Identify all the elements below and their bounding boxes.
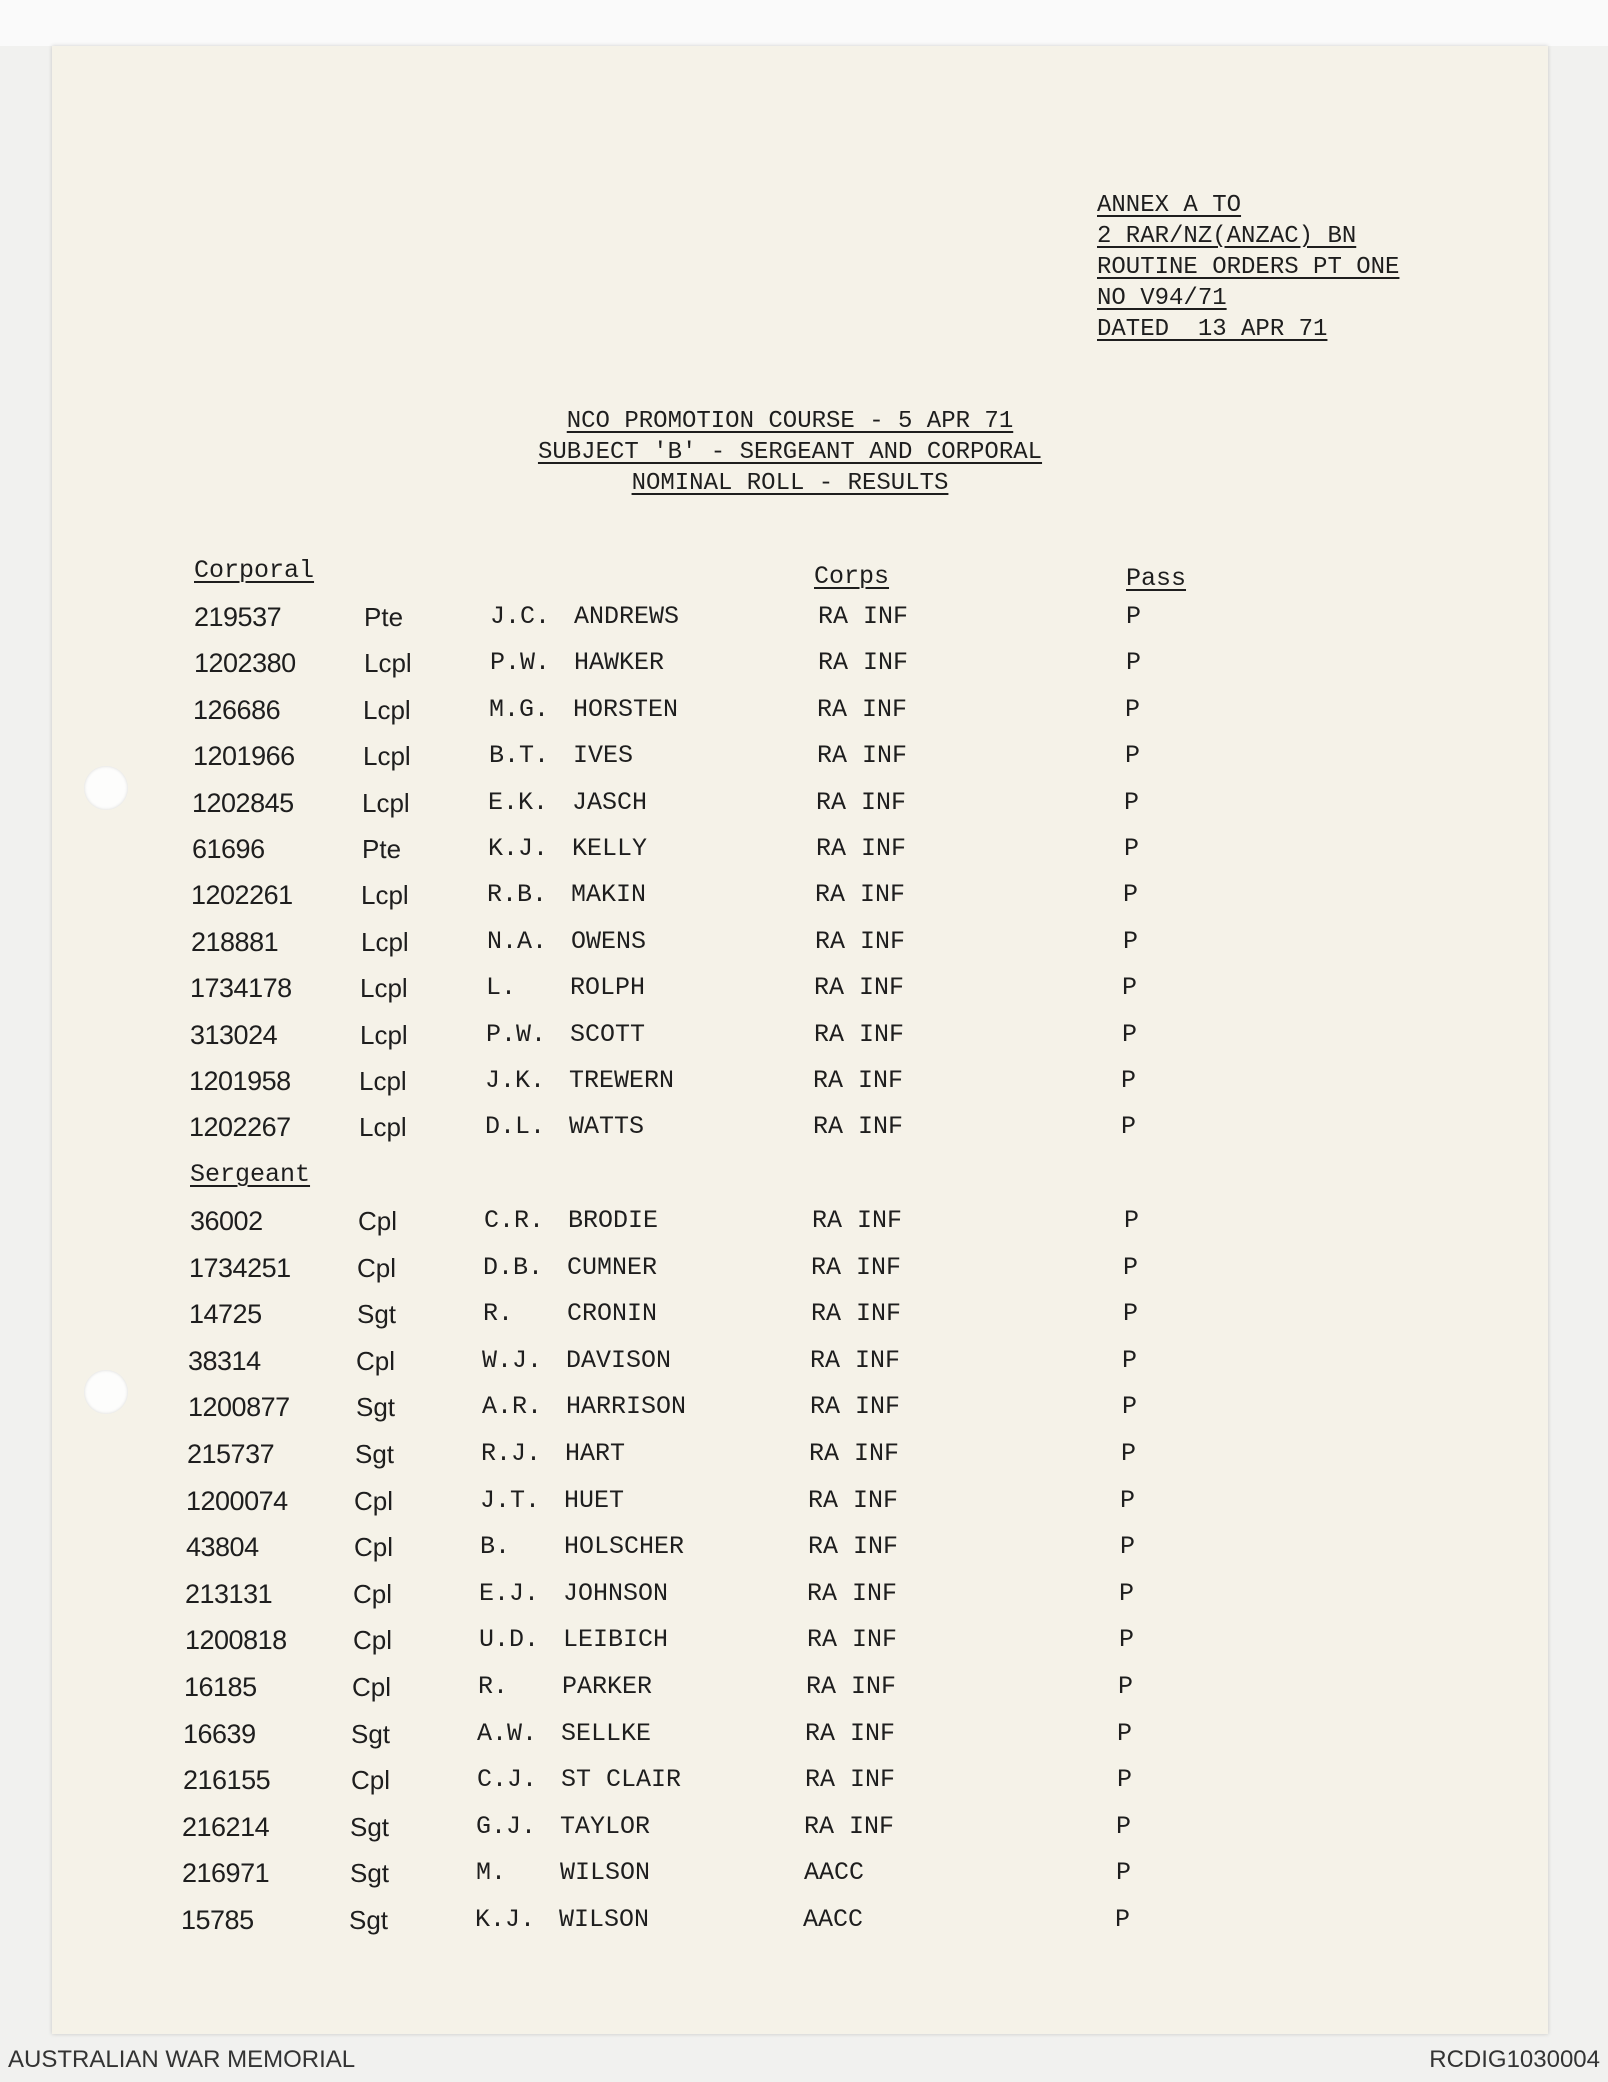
- service-number: 1202261: [191, 880, 293, 911]
- initials: B.T.: [489, 741, 550, 771]
- initials: C.J.: [477, 1765, 538, 1795]
- rank: Cpl: [352, 1672, 392, 1702]
- corps: RA INF: [809, 1439, 900, 1468]
- footer-source: AUSTRALIAN WAR MEMORIAL: [8, 2046, 356, 2073]
- title-line: SUBJECT 'B' - SERGEANT AND CORPORAL: [537, 439, 1043, 466]
- roll-row: [0, 602, 1300, 646]
- initials: R.J.: [481, 1439, 542, 1468]
- rank: Lcpl: [361, 926, 409, 957]
- initials: P.W.: [486, 1019, 547, 1049]
- corps: RA INF: [814, 1019, 905, 1049]
- pass-result: P: [1125, 741, 1141, 771]
- surname: MAKIN: [571, 880, 647, 910]
- surname: LEIBICH: [563, 1625, 669, 1655]
- corps: RA INF: [816, 834, 907, 863]
- surname: IVES: [573, 741, 634, 771]
- pass-result: P: [1121, 1066, 1137, 1095]
- initials: P.W.: [490, 648, 551, 678]
- column-header-corps: Corps: [814, 562, 890, 591]
- initials: G.J.: [476, 1811, 537, 1841]
- corps: RA INF: [810, 1392, 901, 1422]
- initials: W.J.: [482, 1345, 543, 1375]
- pass-result: P: [1124, 787, 1140, 817]
- initials: D.B.: [483, 1252, 544, 1282]
- surname: HAWKER: [574, 648, 665, 678]
- roll-row: [0, 927, 1300, 971]
- section-heading-sergeant: Sergeant: [190, 1160, 311, 1189]
- annex-line: ANNEX A TO: [1097, 192, 1242, 219]
- rank: Lcpl: [361, 880, 409, 911]
- roll-row: [0, 1812, 1300, 1856]
- pass-result: P: [1117, 1718, 1133, 1748]
- service-number: 219537: [194, 602, 282, 632]
- initials: E.J.: [479, 1578, 540, 1608]
- initials: M.G.: [489, 694, 550, 724]
- pass-result: P: [1121, 1439, 1137, 1468]
- rank: Cpl: [353, 1578, 393, 1609]
- roll-row: [0, 1625, 1300, 1669]
- column-header-pass: Pass: [1126, 564, 1187, 593]
- corps: AACC: [804, 1858, 865, 1888]
- roll-row: [0, 1112, 1300, 1156]
- corps: RA INF: [805, 1718, 896, 1748]
- pass-result: P: [1119, 1578, 1135, 1608]
- service-number: 1734251: [189, 1252, 291, 1283]
- title-line: NCO PROMOTION COURSE - 5 APR 71: [566, 408, 1014, 435]
- initials: C.R.: [484, 1206, 545, 1235]
- pass-result: P: [1120, 1532, 1136, 1562]
- service-number: 1202267: [189, 1112, 291, 1143]
- roll-row: [0, 1579, 1300, 1623]
- initials: B.: [480, 1532, 511, 1562]
- corps: RA INF: [804, 1811, 895, 1841]
- corps: RA INF: [805, 1765, 896, 1795]
- corps: RA INF: [814, 973, 905, 1003]
- surname: BRODIE: [568, 1206, 659, 1235]
- surname: WILSON: [559, 1905, 650, 1934]
- roll-row: [0, 1206, 1300, 1250]
- initials: J.C.: [490, 602, 551, 631]
- roll-row: [0, 1672, 1300, 1716]
- rank: Sgt: [351, 1718, 391, 1749]
- service-number: 43804: [186, 1532, 259, 1563]
- initials: A.R.: [482, 1392, 543, 1422]
- rank: Lcpl: [363, 694, 411, 725]
- footer-identifier: RCDIG1030004: [1429, 2046, 1600, 2073]
- surname: KELLY: [572, 834, 648, 863]
- roll-row: [0, 1905, 1300, 1949]
- surname: HARRISON: [566, 1392, 687, 1422]
- surname: HUET: [564, 1485, 625, 1515]
- roll-row: [0, 1253, 1300, 1297]
- service-number: 15785: [181, 1905, 254, 1935]
- pass-result: P: [1116, 1811, 1132, 1841]
- roll-row: [0, 1486, 1300, 1530]
- pass-result: P: [1120, 1485, 1136, 1515]
- service-number: 61696: [192, 834, 265, 864]
- rank: Sgt: [355, 1439, 395, 1469]
- corps: RA INF: [810, 1345, 901, 1375]
- rank: Cpl: [354, 1532, 394, 1563]
- initials: A.W.: [477, 1718, 538, 1748]
- surname: SELLKE: [561, 1718, 652, 1748]
- section-heading-corporal: Corporal: [194, 556, 315, 585]
- roll-row: [0, 788, 1300, 832]
- rank: Cpl: [354, 1485, 394, 1516]
- pass-result: P: [1122, 973, 1138, 1003]
- roll-row: [0, 1765, 1300, 1809]
- corps: AACC: [803, 1905, 864, 1934]
- roll-row: [0, 1719, 1300, 1763]
- rank: Cpl: [358, 1206, 398, 1236]
- corps: RA INF: [815, 926, 906, 956]
- rank: Sgt: [349, 1905, 389, 1935]
- roll-row: [0, 695, 1300, 739]
- pass-result: P: [1124, 1206, 1140, 1235]
- surname: WILSON: [560, 1858, 651, 1888]
- pass-result: P: [1118, 1672, 1134, 1701]
- initials: N.A.: [487, 926, 548, 956]
- rank: Cpl: [353, 1625, 393, 1656]
- annex-line: 2 RAR/NZ(ANZAC) BN: [1097, 223, 1357, 250]
- rank: Cpl: [356, 1345, 396, 1376]
- corps: RA INF: [813, 1066, 904, 1095]
- corps: RA INF: [817, 741, 908, 771]
- service-number: 1200074: [186, 1485, 288, 1516]
- initials: L.: [486, 973, 517, 1003]
- service-number: 1200818: [185, 1625, 287, 1656]
- service-number: 126686: [193, 694, 281, 725]
- service-number: 213131: [185, 1578, 273, 1609]
- service-number: 1201958: [189, 1066, 291, 1096]
- roll-row: [0, 1858, 1300, 1902]
- service-number: 36002: [190, 1206, 263, 1236]
- pass-result: P: [1126, 648, 1142, 678]
- service-number: 1201966: [193, 741, 295, 772]
- initials: R.: [483, 1299, 514, 1329]
- surname: ST CLAIR: [561, 1765, 682, 1795]
- initials: U.D.: [479, 1625, 540, 1655]
- pass-result: P: [1117, 1765, 1133, 1795]
- pass-result: P: [1121, 1112, 1137, 1142]
- initials: J.T.: [480, 1485, 541, 1515]
- initials: K.J.: [475, 1905, 536, 1934]
- service-number: 1202845: [192, 787, 294, 818]
- surname: TAYLOR: [560, 1811, 651, 1841]
- service-number: 16639: [183, 1718, 256, 1749]
- corps: RA INF: [815, 880, 906, 910]
- surname: WATTS: [569, 1112, 645, 1142]
- surname: HORSTEN: [573, 694, 679, 724]
- service-number: 1734178: [190, 973, 292, 1004]
- surname: JASCH: [572, 787, 648, 817]
- surname: JOHNSON: [563, 1578, 669, 1608]
- rank: Lcpl: [364, 648, 412, 679]
- scan-top-edge: [0, 0, 1608, 46]
- rank: Pte: [364, 602, 404, 632]
- rank: Cpl: [351, 1765, 391, 1796]
- corps: RA INF: [818, 602, 909, 631]
- pass-result: P: [1123, 880, 1139, 910]
- surname: OWENS: [571, 926, 647, 956]
- annex-line: DATED 13 APR 71: [1097, 316, 1328, 343]
- roll-row: [0, 1020, 1300, 1064]
- pass-result: P: [1122, 1345, 1138, 1375]
- rank: Sgt: [350, 1811, 390, 1842]
- corps: RA INF: [816, 787, 907, 817]
- surname: HOLSCHER: [564, 1532, 685, 1562]
- roll-row: [0, 741, 1300, 785]
- service-number: 313024: [190, 1019, 278, 1050]
- initials: M.: [476, 1858, 507, 1888]
- pass-result: P: [1116, 1858, 1132, 1888]
- surname: CUMNER: [567, 1252, 658, 1282]
- rank: Lcpl: [360, 1019, 408, 1050]
- surname: HART: [565, 1439, 626, 1468]
- rank: Lcpl: [359, 1112, 407, 1143]
- pass-result: P: [1124, 834, 1140, 863]
- rank: Pte: [362, 834, 402, 864]
- pass-result: P: [1122, 1019, 1138, 1049]
- rank: Lcpl: [362, 787, 410, 818]
- service-number: 216155: [183, 1765, 271, 1796]
- corps: RA INF: [818, 648, 909, 678]
- annex-reference-block: [1097, 190, 1399, 345]
- service-number: 216214: [182, 1811, 270, 1842]
- roll-row: [0, 1439, 1300, 1483]
- service-number: 1200877: [188, 1392, 290, 1423]
- document-title: [0, 406, 1580, 499]
- corps: RA INF: [807, 1625, 898, 1655]
- corps: RA INF: [812, 1206, 903, 1235]
- service-number: 218881: [191, 926, 279, 957]
- roll-row: [0, 648, 1300, 692]
- initials: E.K.: [488, 787, 549, 817]
- corps: RA INF: [807, 1578, 898, 1608]
- roll-row: [0, 1066, 1300, 1110]
- initials: R.: [478, 1672, 509, 1701]
- corps: RA INF: [813, 1112, 904, 1142]
- pass-result: P: [1125, 694, 1141, 724]
- rank: Sgt: [356, 1392, 396, 1423]
- pass-result: P: [1119, 1625, 1135, 1655]
- corps: RA INF: [811, 1299, 902, 1329]
- title-line: NOMINAL ROLL - RESULTS: [631, 470, 949, 497]
- surname: DAVISON: [566, 1345, 672, 1375]
- surname: ROLPH: [570, 973, 646, 1003]
- surname: CRONIN: [567, 1299, 658, 1329]
- corps: RA INF: [817, 694, 908, 724]
- initials: R.B.: [487, 880, 548, 910]
- pass-result: P: [1122, 1392, 1138, 1422]
- roll-row: [0, 1392, 1300, 1436]
- corps: RA INF: [811, 1252, 902, 1282]
- initials: J.K.: [485, 1066, 546, 1095]
- pass-result: P: [1123, 926, 1139, 956]
- surname: SCOTT: [570, 1019, 646, 1049]
- rank: Sgt: [357, 1299, 397, 1330]
- corps: RA INF: [808, 1485, 899, 1515]
- pass-result: P: [1115, 1905, 1131, 1934]
- roll-row: [0, 973, 1300, 1017]
- roll-row: [0, 880, 1300, 924]
- pass-result: P: [1123, 1299, 1139, 1329]
- corps: RA INF: [808, 1532, 899, 1562]
- roll-row: [0, 1532, 1300, 1576]
- service-number: 14725: [189, 1299, 262, 1330]
- annex-line: NO V94/71: [1097, 285, 1227, 312]
- service-number: 1202380: [194, 648, 296, 679]
- rank: Lcpl: [359, 1066, 407, 1096]
- corps: RA INF: [806, 1672, 897, 1701]
- rank: Cpl: [357, 1252, 397, 1283]
- roll-row: [0, 1299, 1300, 1343]
- roll-row: [0, 834, 1300, 878]
- initials: K.J.: [488, 834, 549, 863]
- surname: PARKER: [562, 1672, 653, 1701]
- rank: Lcpl: [363, 741, 411, 772]
- surname: TREWERN: [569, 1066, 675, 1095]
- annex-line: ROUTINE ORDERS PT ONE: [1097, 254, 1400, 281]
- initials: D.L.: [485, 1112, 546, 1142]
- rank: Sgt: [350, 1858, 390, 1889]
- roll-row: [0, 1346, 1300, 1390]
- surname: ANDREWS: [574, 602, 680, 631]
- service-number: 216971: [182, 1858, 270, 1889]
- rank: Lcpl: [360, 973, 408, 1004]
- service-number: 16185: [184, 1672, 257, 1702]
- pass-result: P: [1123, 1252, 1139, 1282]
- service-number: 215737: [187, 1439, 275, 1469]
- service-number: 38314: [188, 1345, 261, 1376]
- pass-result: P: [1126, 602, 1142, 631]
